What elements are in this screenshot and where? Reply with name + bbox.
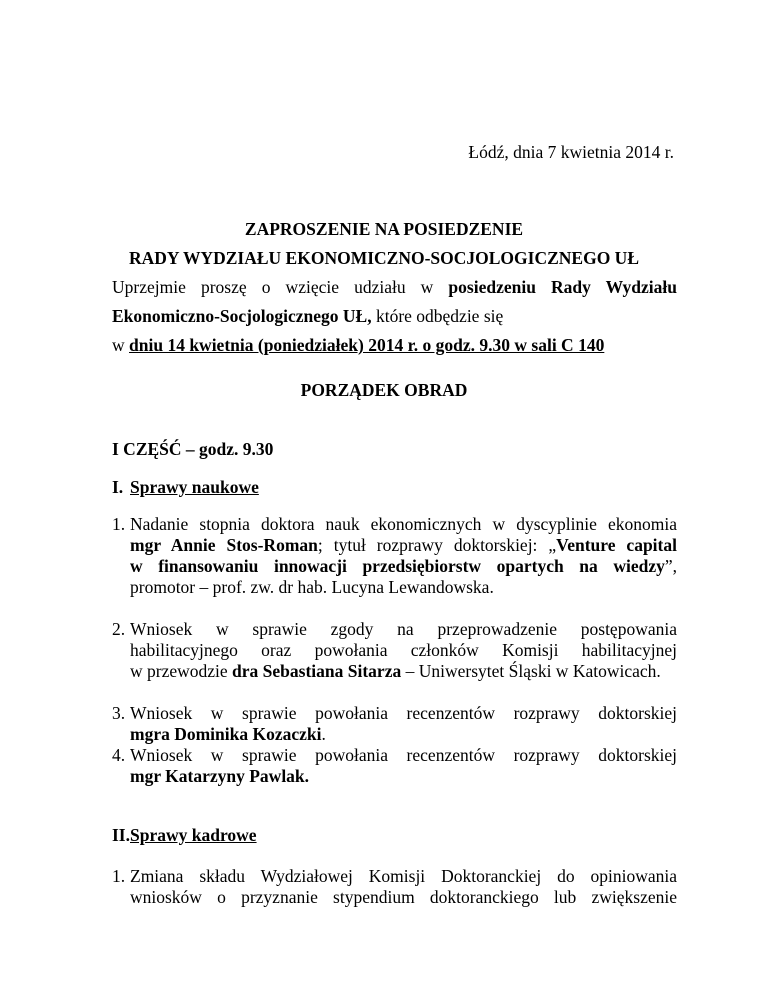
item-2-text-a: w przewodzie bbox=[130, 661, 233, 681]
meeting-date-location: dniu 14 kwietnia (poniedziałek) 2014 r. o godz. 9.30 w sali C 140 bbox=[129, 335, 605, 355]
section-one-title: Sprawy naukowe bbox=[130, 477, 259, 497]
item-4-number: 4. bbox=[112, 745, 126, 765]
thesis-title-end: w finansowaniu innowacji przedsiębiorstw opartych na wiedzy bbox=[130, 556, 665, 576]
intro-bold-meeting: posiedzeniu Rady Wydziału bbox=[448, 277, 677, 297]
section-two-item-1-line-2: wniosków o przyznanie stypendium doktoranckiego lub zwiększenie bbox=[130, 887, 677, 907]
candidate-name-2: dra Sebastiana Sitarza bbox=[232, 661, 402, 681]
candidate-name-1: mgr Annie Stos-Roman bbox=[130, 535, 318, 555]
item-2-number: 2. bbox=[112, 619, 126, 639]
candidate-name-3: mgra Dominika Kozaczki bbox=[130, 724, 322, 744]
thesis-title-start: Venture capital bbox=[556, 535, 677, 555]
section-two-numeral: II. bbox=[112, 825, 130, 845]
item-1-quote-close: ”, bbox=[664, 556, 677, 576]
item-1-line-3 bbox=[130, 556, 677, 577]
section-one-numeral: I. bbox=[112, 477, 124, 497]
invitation-title: ZAPROSZENIE NA POSIEDZENIE bbox=[244, 219, 524, 239]
part-one-heading: I CZĘŚĆ – godz. 9.30 bbox=[112, 439, 274, 459]
item-3-number: 3. bbox=[112, 703, 126, 723]
section-two-title: Sprawy kadrowe bbox=[130, 825, 257, 845]
item-1-number: 1. bbox=[112, 514, 126, 534]
intro-text: Uprzejmie proszę o wzięcie udziału w bbox=[112, 277, 449, 297]
agenda-title: PORZĄDEK OBRAD bbox=[300, 380, 468, 400]
intro-line-3 bbox=[112, 335, 677, 356]
item-2-text-b: – Uniwersytet Śląski w Katowicach. bbox=[401, 661, 661, 681]
item-1-line-1: Nadanie stopnia doktora nauk ekonomicznych w dyscyplinie ekonomia bbox=[130, 514, 677, 534]
item-4-line-1: Wniosek w sprawie powołania recenzentów rozprawy doktorskiej bbox=[130, 745, 677, 765]
candidate-name-4: mgr Katarzyny Pawlak. bbox=[130, 766, 310, 786]
item-3-line-2 bbox=[130, 724, 677, 745]
item-3-line-1: Wniosek w sprawie powołania recenzentów rozprawy doktorskiej bbox=[130, 703, 677, 723]
date-line: Łódź, dnia 7 kwietnia 2014 r. bbox=[468, 142, 674, 162]
item-2-line-1: Wniosek w sprawie zgody na przeprowadzenie postępowania bbox=[130, 619, 677, 639]
intro-bold-faculty: Ekonomiczno-Socjologicznego UŁ, bbox=[112, 306, 372, 326]
item-2-line-3 bbox=[130, 661, 677, 682]
item-1-line-2 bbox=[130, 535, 677, 556]
intro-text-3: w bbox=[112, 335, 130, 355]
intro-line-1 bbox=[112, 277, 677, 298]
section-two-item-1-line-1: Zmiana składu Wydziałowej Komisji Doktoranckiej do opiniowania bbox=[130, 866, 677, 886]
item-1-text: ; tytuł rozprawy doktorskiej: „ bbox=[317, 535, 557, 555]
item-3-period: . bbox=[321, 724, 326, 744]
council-title: RADY WYDZIAŁU EKONOMICZNO-SOCJOLOGICZNEGO UŁ bbox=[129, 248, 639, 268]
item-1-line-4: promotor – prof. zw. dr hab. Lucyna Lewandowska. bbox=[130, 577, 494, 597]
section-two-item-1-number: 1. bbox=[112, 866, 126, 886]
intro-text-2: które odbędzie się bbox=[371, 306, 504, 326]
item-2-line-2: habilitacyjnego oraz powołania członków Komisji habilitacyjnej bbox=[130, 640, 677, 660]
intro-line-2 bbox=[112, 306, 677, 327]
